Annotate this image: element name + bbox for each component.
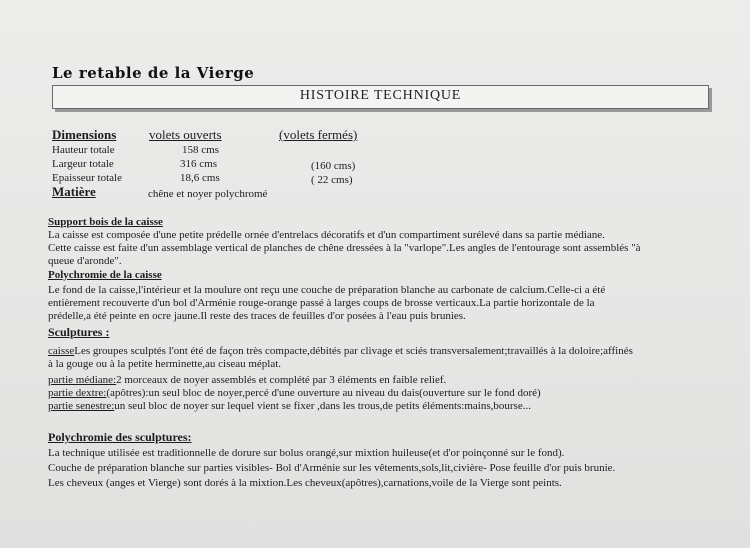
dimensions-heading: Dimensions xyxy=(52,127,117,142)
dim-row-label: Hauteur totale xyxy=(52,144,115,156)
polychromie-caisse-line: Le fond de la caisse,l'intérieur et la moulure ont reçu une couche de préparation blanche au carbonate de calcium.Celle-ci a été xyxy=(48,284,606,296)
sculptures-dextre-text: (apôtres):un seul bloc de noyer,percé d'une ouverture au niveau du dais(ouverture sur le fond doré) xyxy=(106,387,541,399)
dim-row-open: 158 cms xyxy=(182,144,219,156)
section-banner xyxy=(52,85,709,109)
polychromie-caisse-heading: Polychromie de la caisse xyxy=(48,269,162,281)
polychromie-sculptures-line: La technique utilisée est traditionnelle de dorure sur bolus orangé,sur mixtion huileuse(et d'or poinçonné sur le fond). xyxy=(48,447,565,459)
sculptures-senestre-label: partie senestre: xyxy=(48,400,115,412)
dim-row-closed: ( 22 cms) xyxy=(311,174,353,186)
sculptures-mediane-text: 2 morceaux de noyer assemblés et complété par 3 éléments en faible relief. xyxy=(116,374,447,386)
dim-row-label: Epaisseur totale xyxy=(52,172,122,184)
sculptures-caisse-line xyxy=(48,345,633,358)
banner-text: HISTOIRE TECHNIQUE xyxy=(299,88,462,103)
polychromie-caisse-line: prédelle,a été peinte en ocre jaune.Il reste des traces de feuilles d'or posées à l'eau puis brunies. xyxy=(48,310,466,322)
polychromie-sculptures-line: Les cheveux (anges et Vierge) sont dorés à la mixtion.Les cheveux(apôtres),carnations,voile de la Vierge sont peints. xyxy=(48,477,562,489)
dim-row-label: Largeur totale xyxy=(52,158,114,170)
sculptures-caisse-label: caisse xyxy=(48,345,75,357)
sculptures-caisse-line2: à la gouge ou à la petite herminette,au ciseau méplat. xyxy=(48,358,282,370)
polychromie-sculptures-line: Couche de préparation blanche sur parties visibles- Bol d'Arménie sur les vêtements,sols,lit,civière- Pose feuille d'or puis brunie. xyxy=(48,462,616,474)
dim-row-closed: (160 cms) xyxy=(311,160,356,172)
sculptures-dextre-label: partie dextre: xyxy=(48,387,107,399)
col-header-open: volets ouverts xyxy=(149,127,222,142)
sculptures-mediane-line xyxy=(48,374,446,387)
col-header-closed: (volets fermés) xyxy=(279,127,358,142)
sculptures-heading: Sculptures : xyxy=(48,325,110,339)
sculptures-mediane-label: partie médiane: xyxy=(48,374,117,386)
support-heading: Support bois de la caisse xyxy=(48,216,163,228)
matiere-heading: Matière xyxy=(52,184,96,199)
sculptures-senestre-text: un seul bloc de noyer sur lequel vient se fixer ,dans les trous,de petits éléments:mains,bourse... xyxy=(114,400,531,412)
support-line: La caisse est composée d'une petite prédelle ornée d'entrelacs décoratifs et d'un compartiment surélevé dans sa partie médiane. xyxy=(48,229,605,241)
matiere-value: chêne et noyer polychromé xyxy=(148,188,268,200)
document-title: Le retable de la Vierge xyxy=(52,64,255,82)
dim-row-open: 18,6 cms xyxy=(180,172,220,184)
polychromie-sculptures-heading: Polychromie des sculptures: xyxy=(48,430,192,444)
dim-row-open: 316 cms xyxy=(180,158,217,170)
sculptures-senestre-line xyxy=(48,400,531,413)
polychromie-caisse-line: entièrement recouverte d'un bol d'Arménie rouge-orange passé à larges coups de brosse verticaux.La partie horizontale de la xyxy=(48,297,595,309)
sculptures-caisse-text: Les groupes sculptés l'ont été de façon très compacte,débités par clivage et sciés transversalement;travaillés à la doloire;affinés xyxy=(74,345,633,357)
support-line: Cette caisse est faite d'un assemblage vertical de planches de chêne dressées à la "varlope".Les angles de l'entourage sont assemblés "à xyxy=(48,242,641,254)
support-line: queue d'aronde". xyxy=(48,255,122,267)
sculptures-dextre-line xyxy=(48,387,541,400)
